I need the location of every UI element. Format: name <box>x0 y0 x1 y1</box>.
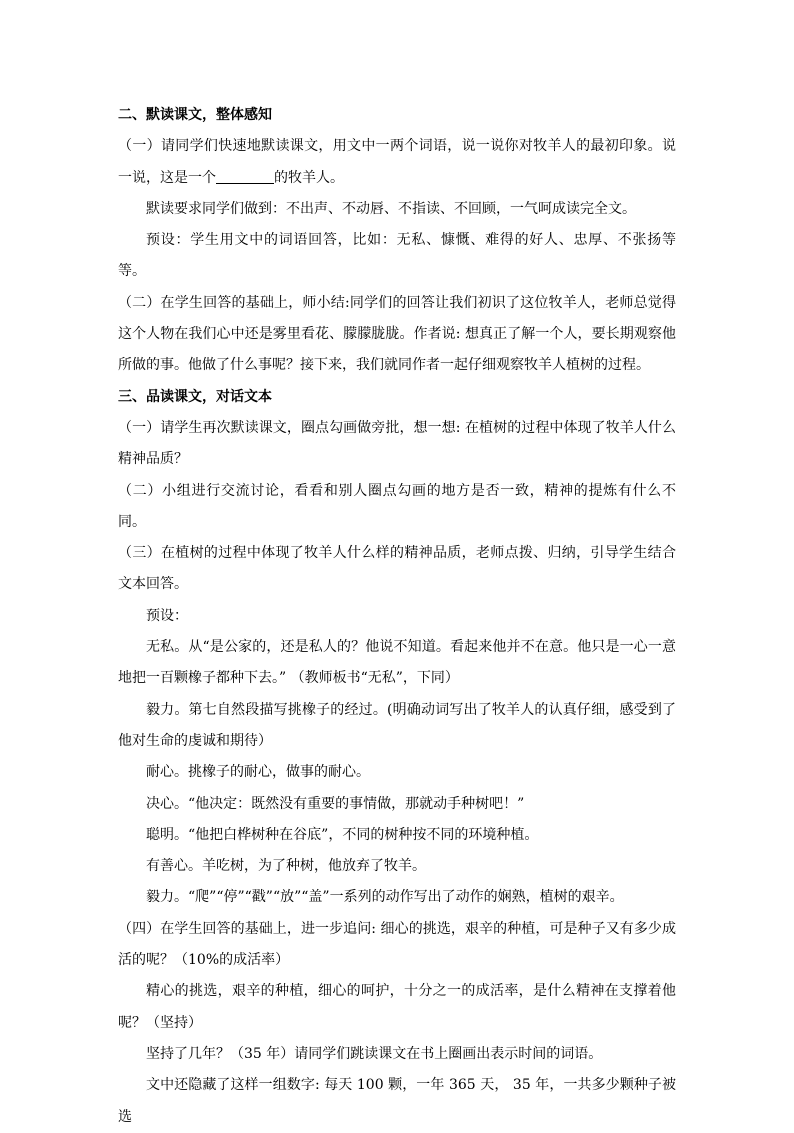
quality-clever: 聪明。“他把白桦树种在谷底”，不同的树种按不同的环境种植。 <box>146 826 539 843</box>
preset-label: 预设： <box>146 607 188 624</box>
question-3-4: （四）在学生回答的基础上，进一步追问: 细心的挑选，艰辛的种植，可是种子又有多少成活的呢？（10%的成活率） <box>118 920 676 969</box>
quality-determination: 决心。“他决定：既然没有重要的事情做，那就动手种树吧！” <box>146 795 525 812</box>
paragraph-numbers: 文中还隐藏了这样一组数字: 每天 100 颗，一年 365 天， 35 年，一共多少颗种子被选 <box>118 1077 676 1125</box>
paragraph-persist: 坚持了几年？（35 年）请同学们跳读课文在书上圈画出表示时间的词语。 <box>146 1045 603 1062</box>
question-3-2: （二）小组进行交流讨论，看看和别人圈点勾画的地方是否一致，精神的提炼有什么不同。 <box>118 482 676 530</box>
question-3-1: （一）请学生再次默读课文，圈点勾画做旁批，想一想: 在植树的过程中体现了牧羊人什么精神品质？ <box>118 419 676 468</box>
quality-kindness: 有善心。羊吃树，为了种树，他放弃了牧羊。 <box>146 858 426 875</box>
reading-requirement: 默读要求同学们做到：不出声、不动唇、不指读、不回顾，一气呵成读完全文。 <box>146 200 636 217</box>
section-heading-3: 三、品读课文，对话文本 <box>118 388 272 405</box>
paragraph-careful: 精心的挑选，艰辛的种植，细心的呵护，十分之一的成活率，是什么精神在支撑着他呢？（坚持） <box>118 983 676 1031</box>
question-1-text: （一）请同学们快速地默读课文，用文中一两个词语，说一说你对牧羊人的最初印象。说一说，这是一个 <box>118 138 676 186</box>
quality-perseverance-2: 毅力。“爬”“停”“戳”“放”“盖”一系列的动作写出了动作的娴熟，植树的艰辛。 <box>146 889 624 906</box>
preset-answer-1: 预设：学生用文中的词语回答，比如：无私、慷慨、难得的好人、忠厚、不张扬等等。 <box>118 232 676 280</box>
question-3-3: （三）在植树的过程中体现了牧羊人什么样的精神品质，老师点拨、归纳，引导学生结合文本回答。 <box>118 545 676 593</box>
section-heading-2: 二、默读课文，整体感知 <box>118 107 272 123</box>
question-1-tail: 的牧羊人。 <box>274 169 344 186</box>
quality-selfless: 无私。从“是公家的，还是私人的？他说不知道。看起来他并不在意。他只是一心一意地把一百颗橡子都种下去。” （教师板书“无私”，下同） <box>118 639 676 687</box>
quality-perseverance-1: 毅力。第七自然段描写挑橡子的经过。(明确动词写出了牧羊人的认真仔细，感受到了他对生命的虔诚和期待） <box>118 701 676 749</box>
question-1 <box>118 131 676 194</box>
question-2: （二）在学生回答的基础上，师小结:同学们的回答让我们初识了这位牧羊人，老师总觉得这个人物在我们心中还是雾里看花、朦朦胧胧。作者说: 想真正了解一个人，要长期观察他所做的事。他做了什么事呢？接下来，我们就同作者一起仔细观察牧羊人植树的过程。 <box>118 294 676 374</box>
fill-blank <box>216 169 274 184</box>
quality-patience: 耐心。挑橡子的耐心，做事的耐心。 <box>146 764 370 781</box>
